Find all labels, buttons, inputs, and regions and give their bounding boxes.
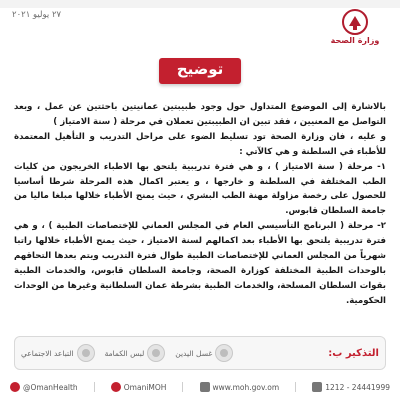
footer-handle-twitter[interactable]	[10, 382, 78, 392]
reminder-distancing-label: التباعد الاجتماعي	[21, 348, 74, 358]
reminder-distancing	[21, 344, 95, 362]
ministry-logo	[320, 8, 390, 54]
reminder-mask	[105, 344, 166, 362]
reminder-mask-label: لبس الكمامة	[104, 348, 145, 358]
footer-handle1: OmaniMOH	[123, 382, 167, 392]
emblem-icon	[341, 8, 369, 36]
top-bar	[0, 0, 400, 8]
ministry-name: وزارة الصحة	[330, 36, 380, 45]
social-icon	[111, 382, 121, 392]
reminder-bar	[14, 336, 386, 370]
globe-icon	[200, 382, 210, 392]
page-title: توضيح	[159, 58, 241, 84]
footer-divider	[94, 382, 95, 392]
social-icon	[10, 382, 20, 392]
handwash-icon	[215, 344, 233, 362]
footer	[0, 378, 400, 396]
paragraph-context: و عليه ، فان وزارة الصحة تود تسليط الضوء على مراحل التدريب و التأهيل المعتمدة للأطباء في السلطنة و هي كالآتي :	[14, 131, 386, 157]
distancing-icon	[77, 344, 95, 362]
reminder-label: التذكير ب:	[328, 347, 379, 359]
reminder-handwash-label: غسل اليدين	[175, 348, 213, 358]
phone-icon	[312, 382, 322, 392]
footer-handle-social[interactable]	[111, 382, 167, 392]
footer-phone[interactable]	[312, 382, 390, 392]
reminder-handwash	[175, 344, 233, 362]
statement-body	[14, 100, 386, 328]
footer-divider	[182, 382, 183, 392]
mask-icon	[147, 344, 165, 362]
paragraph-intro: بالاشارة إلى الموضوع المتداول حول وجود طبيبتين عمانيتين باحثتين عن عمل ، وبعد التواصل مع المعنيين ، فقد تبين ان الطبيبتين تعملان في مرحلة ( سنة الامتياز )	[14, 102, 386, 127]
footer-website[interactable]	[200, 382, 280, 392]
date-label: ٢٧ يوليو ٢٠٢١	[12, 10, 62, 20]
footer-divider	[295, 382, 296, 392]
paragraph-stage-2: ٢- مرحلة ( البرنامج التأسيسي العام في المجلس العماني للإختصاصات الطبية ) ، و هي فترة تدريبية يلتحق بها الأطباء بعد اكمالهم لسنة الامتياز ، حيث يمنح الأطباء خلالها راتبا شهرياً من المجلس العماني للإختصاصات الطبية طوال فترة التدريب ويتم بعدها التحاقهم بالوحدات الطبية المختلفة كوزارة الصحة، وجامعة السلطان قابوس، والخدمات الطبية بقوات السلطان المسلحة، والخدمات الطبية بشرطة عمان السلطانية وغيرها من الوحدات الحكومية.	[14, 221, 386, 306]
reminder-items	[21, 344, 233, 362]
footer-handle2: @OmanHealth	[23, 382, 78, 392]
footer-website-text: www.moh.gov.om	[212, 382, 280, 392]
title-wrap	[0, 58, 400, 84]
paragraph-stage-1: ١- مرحلة ( سنة الامتياز ) ، و هي فترة تدريبية يلتحق بها الاطباء الخريجون من كليات الطب المختلفة في السلطنة و خارجها ، و يعتبر اكمال هذه المرحلة شرطا أساسيا للحصول على رخصة مزاولة مهنة الطب البشري ، حيث يمنح الأطباء خلالها مبلغا ماليا من جامعة السلطان قابوس.	[14, 161, 386, 217]
footer-phone-text: 1212 - 24441999	[325, 382, 390, 392]
